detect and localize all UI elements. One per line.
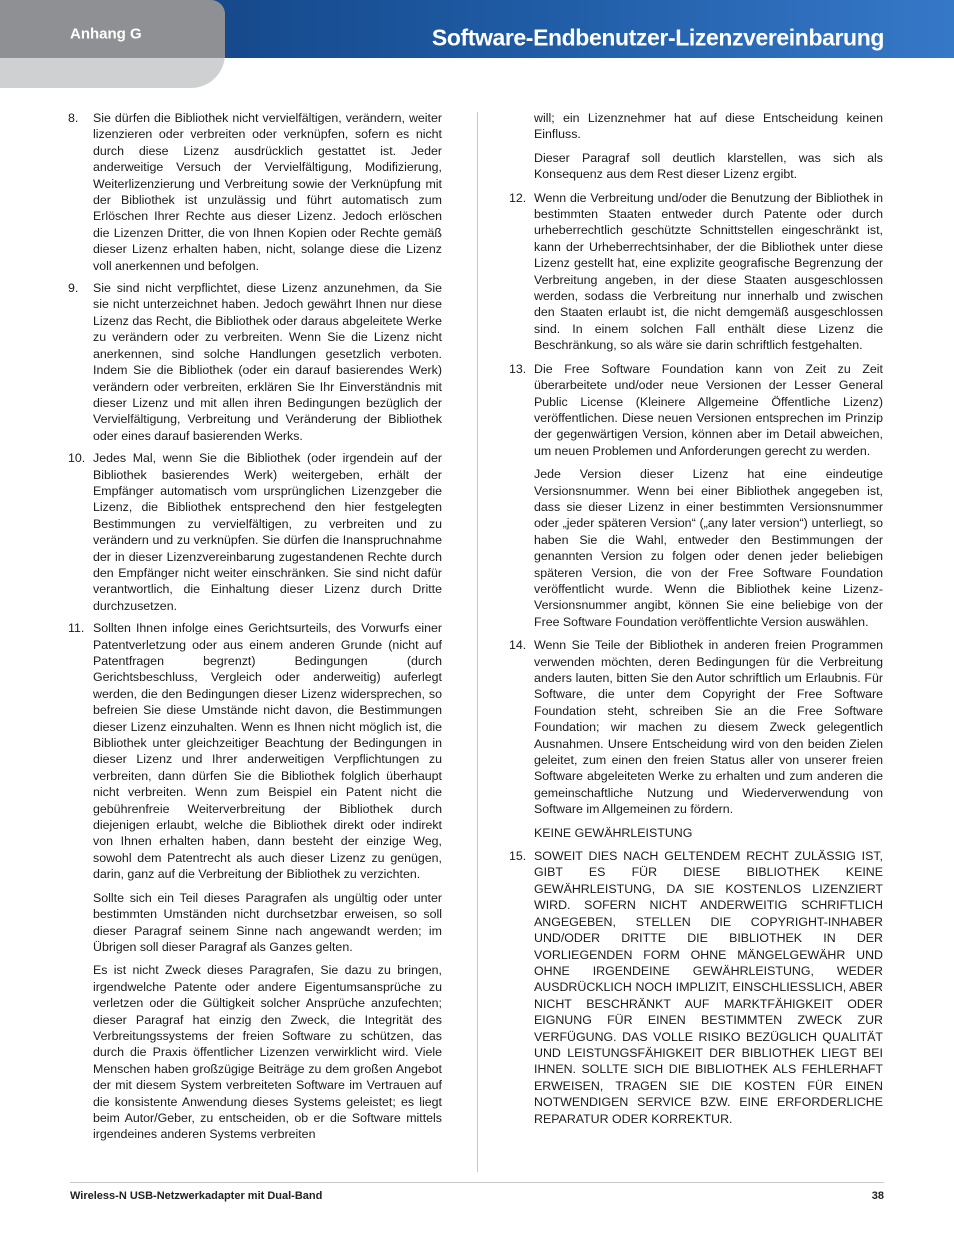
page-number: 38 (871, 1190, 884, 1202)
continuation-text: will; ein Lizenznehmer hat auf diese Entscheidung keinen Einfluss. (534, 111, 883, 142)
section-heading: KEINE GEWÄHRLEISTUNG (534, 825, 693, 840)
paragraph-number: 10. (68, 451, 86, 466)
paragraph-text: Wenn Sie Teile der Bibliothek in anderen freien Programmen verwenden möchten, deren Bedingungen für die Verbreitung anders lauten, bitten Sie den Autor schriftlich um Erlaubnis. Für Software, die unter dem Copyright der Free Software Foundation steht, schreiben Sie an die Free Software Foundation; wir machen zu diesem Zweck gelegentlich Ausnahmen. Unsere Entscheidung wird von den beiden Zielen geleitet, zum einen den freien Status aller von unserer freien Software abgeleiteten Werke zu erhalten und zum anderen die gemeinschaftliche Nutzung und Wiederverwendung von Software im Allgemeinen zu fördern. (534, 638, 883, 817)
paragraph-subtext: Es ist nicht Zweck dieses Paragrafen, Sie dazu zu bringen, irgendwelche Patente oder andere Eigentumsansprüche zu verletzen oder die Gültigkeit solcher Ansprüche anzufechten; dieser Paragraf hat einzig den Zweck, die Integrität des Verbreitungssystems der freien Software zu schützen, das durch die Praxis öffentlicher Lizenzen verwirklicht wird. Viele Menschen haben großzügige Beiträge zu dem großen Angebot der mit diesem System verbreiteten Software im Vertrauen auf die konsistente Anwendung dieses Systems geleistet; es liegt beim Autor/Geber, zu entscheiden, ob er die Software mittels irgendeines anderen Systems verbreiten (93, 963, 442, 1142)
paragraph-number: 11. (68, 621, 85, 636)
paragraph-number: 15. (509, 849, 527, 864)
paragraph-number: 13. (509, 361, 527, 376)
column-divider (477, 112, 478, 1172)
paragraph-8 (68, 110, 442, 274)
paragraph-number: 8. (68, 111, 79, 125)
paragraph-text: Die Free Software Foundation kann von Zeit zu Zeit überarbeitete und/oder neue Versionen der Lesser General Public License (Kleinere Allgemeine Öffentliche Lizenz) veröffentlichen. Diese neuen Versionen entsprechen im Prinzip der gegenwärtigen Version, können aber im Detail abweichen, um neuen Problemen und Anforderungen gerecht zu werden. (534, 361, 883, 458)
footer-rule (70, 1182, 884, 1183)
paragraph-14 (509, 637, 883, 841)
paragraph-text: Jedes Mal, wenn Sie die Bibliothek (oder irgendein auf der Bibliothek basierendes Werk) weitergeben, erhält der Empfänger automatisch vom ursprünglichen Lizenzgeber die Lizenz, die Bibliothek entsprechend den hier festgelegten Bestimmungen zu vervielfältigen, zu verbreiten und zu verändern und zu verknüpfen. Sie dürfen die Inanspruchnahme der in dieser Lizenzvereinbarung zugestandenen Rechte durch den Empfänger nicht weiter einschränken. Sie sind nicht dafür verantwortlich, die Einhaltung dieser Lizenz durch Dritte durchzusetzen. (93, 451, 442, 613)
paragraph-subtext: Sollte sich ein Teil dieses Paragrafen als ungültig oder unter bestimmten Umständen nicht durchsetzbar erweisen, so soll dieser Paragraf seinem Sinne nach angewandt werden; im Übrigen soll dieser Paragraf als Ganzes gelten. (93, 890, 442, 954)
page-title: Software-Endbenutzer-Lizenzvereinbarung (431, 24, 884, 51)
paragraph-10 (68, 450, 442, 614)
paragraph-text: Sollten Ihnen infolge eines Gerichtsurteils, des Vorwurfs einer Patentverletzung oder aus einem anderen Grunde (nicht auf Patentfragen begrenzt) Bedingungen (durch Gerichtsbeschluss, Vergleich oder anderweitig) auferlegt werden, die den Bedingungen dieser Lizenz widersprechen, so befreien Sie diese Umstände nicht davon, die Bestimmungen dieser Lizenz einzuhalten. Wenn es Ihnen nicht möglich ist, die Bibliothek unter gleichzeitiger Beachtung der Bedingungen in dieser Lizenz und Ihrer anderweitigen Verpflichtungen zu verbreiten, dann dürfen Sie die Bibliothek folglich überhaupt nicht verbreiten. Wenn zum Beispiel ein Patent nicht die gebührenfreie Weiterverbreitung der Bibliothek durch diejenigen erlaubt, welche die Bibliothek direkt oder indirekt von Ihnen erhalten haben, dann besteht der einzige Weg, sowohl dem Patentrecht als auch dieser Lizenz zu genügen, darin, ganz auf die Verbreitung der Bibliothek zu verzichten. (93, 621, 442, 882)
footer-product-name: Wireless-N USB-Netzwerkadapter mit Dual-Band (70, 1190, 323, 1202)
paragraph-11 (68, 620, 442, 1143)
paragraph-text: Wenn die Verbreitung und/oder die Benutzung der Bibliothek in bestimmten Staaten entweder durch Patente oder durch urheberrechtlich geschützte Schnittstellen eingeschränkt ist, kann der Urheberrechtsinhaber, der die Bibliothek unter diese Lizenz gestellt hat, eine explizite geografische Begrenzung der Verbreitung angeben, in der diese Staaten ausgeschlossen werden, sodass die Verbreitung nur innerhalb und zwischen den Staaten erlaubt ist, die nicht demgemäß ausgeschlossen sind. In einem solchen Fall enthält diese Lizenz die Beschränkung, so als wäre sie darin schriftlich festgehalten. (534, 190, 883, 353)
paragraph-text: Sie dürfen die Bibliothek nicht vervielfältigen, verändern, weiter lizenzieren oder verbreiten oder verknüpfen, sofern es nicht durch diese Lizenz ausdrücklich gestattet ist. Jeder anderweitige Versuch der Vervielfältigung, Modifizierung, Weiterlizenzierung und Verbreitung sowie der Verknüpfung mit der Bibliothek ist unzulässig und führt automatisch zum Erlöschen Ihrer Rechte aus dieser Lizenz. Jedoch erlöschen die Lizenzen Dritter, die von Ihnen Kopien oder Rechte gemäß dieser Lizenz erhalten haben, nicht, solange diese die Lizenz voll anerkennen und befolgen. (93, 111, 442, 273)
paragraph-12 (509, 190, 883, 354)
left-column (68, 110, 442, 1150)
paragraph-number: 14. (509, 638, 527, 653)
paragraph-text: Sie sind nicht verpflichtet, diese Lizenz anzunehmen, da Sie sie nicht unterzeichnet haben. Jedoch gewährt Ihnen nur diese Lizenz das Recht, die Bibliothek oder daraus abgeleitete Werke zu verändern oder zu verbreiten. Wenn Sie die Lizenz nicht anerkennen, sind solche Handlungen gesetzlich verboten. Indem Sie die Bibliothek (oder ein darauf basierendes Werk) verändern oder verbreiten, erklären Sie Ihr Einverständnis mit dieser Lizenz und mit allen ihren Bedingungen bezüglich der Vervielfältigung, Verbreitung und Veränderung der Bibliothek oder eines darauf basierenden Werks. (93, 281, 442, 443)
paragraph-9 (68, 280, 442, 444)
paragraph-subtext: Jede Version dieser Lizenz hat eine eindeutige Versionsnummer. Wenn bei einer Bibliothek angegeben ist, dass sie dieser Lizenz in einer bestimmten Versionsnummer oder „jeder späteren Version“ („any later version“) unterliegt, so haben Sie die Wahl, entweder den Bestimmungen der genannten Version zu folgen oder denen jeder beliebigen späteren Version, die von der Free Software Foundation veröffentlicht wurde. Wenn die Bibliothek keine Lizenz-Versionsnummer angibt, können Sie eine beliebige von der Free Software Foundation veröffentlichte Version auswählen. (534, 467, 883, 629)
paragraph-13 (509, 361, 883, 631)
continuation-text: Dieser Paragraf soll deutlich klarstellen, was sich als Konsequenz aus dem Rest dieser Lizenz ergibt. (534, 150, 883, 182)
paragraph-15 (509, 848, 883, 1127)
paragraph-text: SOWEIT DIES NACH GELTENDEM RECHT ZULÄSSIG IST, GIBT ES FÜR DIESE BIBLIOTHEK KEINE GEWÄHRLEISTUNG, DA SIE KOSTENLOS LIZENZIERT WIRD. SOFERN NICHT ANDERWEITIG SCHRIFTLICH ANGEGEBEN, STELLEN DIE COPYRIGHT-INHABER UND/ODER DRITTE DIE BIBLIOTHEK IN DER VORLIEGENDEN FORM OHNE MÄNGELGEWÄHR UND OHNE IRGENDEINE GEWÄHRLEISTUNG, WEDER AUSDRÜCKLICH NOCH IMPLIZIT, EINSCHLIESSLICH, ABER NICHT BESCHRÄNKT AUF MARKTFÄHIGKEIT ODER EIGNUNG FÜR EINEN BESTIMMTEN ZWECK ZUR VERFÜGUNG. DAS VOLLE RISIKO BEZÜGLICH QUALITÄT UND LEISTUNGSFÄHIGKEIT DER BIBLIOTHEK LIEGT BEI IHNEN. SOLLTE SICH DIE BIBLIOTHEK ALS FEHLERHAFT ERWEISEN, TRAGEN SIE DIE KOSTEN FÜR EINEN NOTWENDIGEN SERVICE BZW. EINE ERFORDERLICHE REPARATUR ODER KORREKTUR. (534, 849, 883, 1126)
paragraph-number: 9. (68, 281, 79, 296)
right-column (509, 110, 883, 1134)
paragraph-number: 12. (509, 190, 527, 205)
appendix-label: Anhang G (70, 25, 142, 43)
